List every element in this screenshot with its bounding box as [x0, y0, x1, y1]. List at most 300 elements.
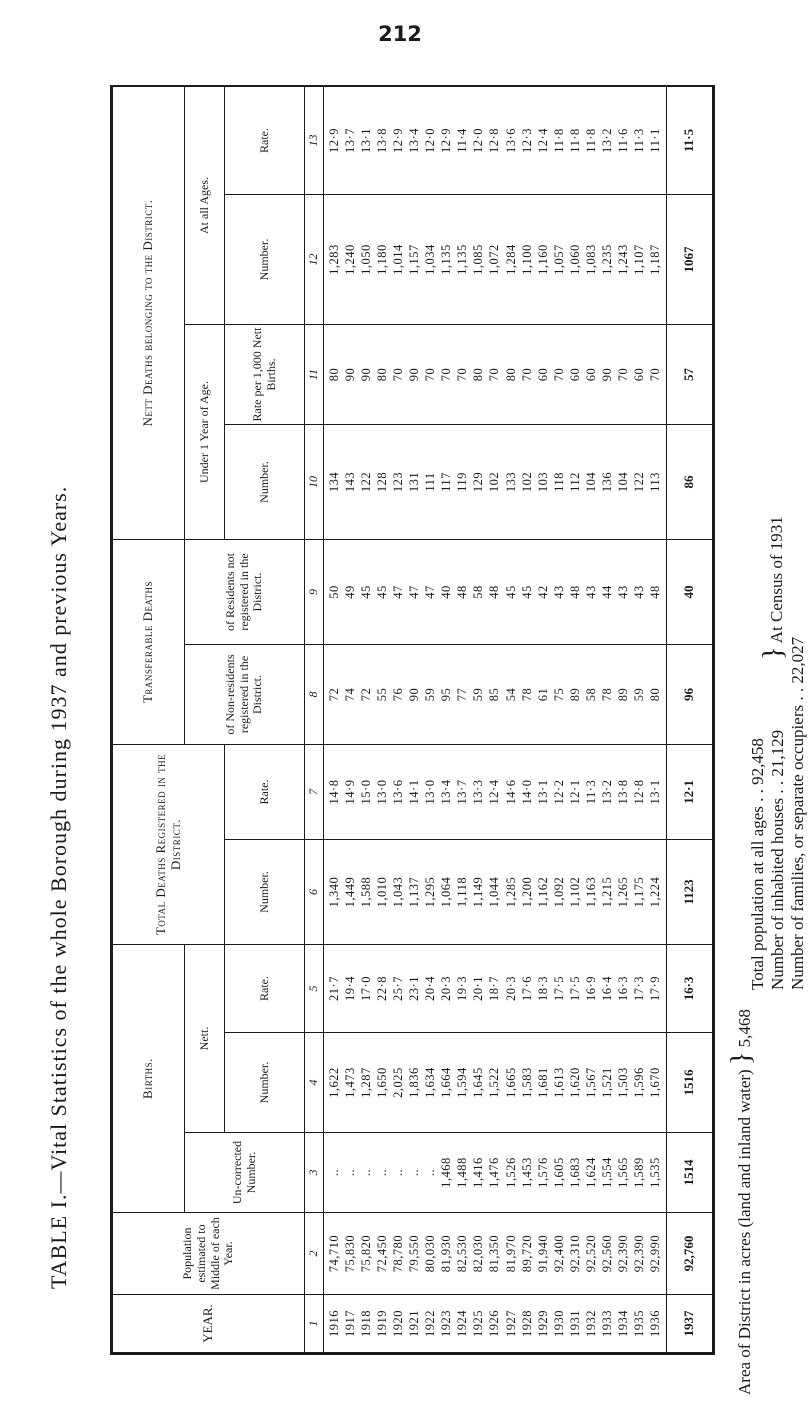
table-cell-value: 1,589 [631, 1157, 646, 1188]
table-cell-value: 1928 [519, 1310, 534, 1337]
table-cell-value: 12·9 [327, 128, 341, 153]
header-nett-deaths: Nett Deaths belonging to the District. [113, 86, 185, 539]
table-cell-value: 1920 [391, 1310, 406, 1337]
table-cell-value: 1,583 [519, 1067, 534, 1098]
cell-1937-all-ages-rate: 11·5 [666, 86, 712, 194]
table-cell-value: 1,664 [439, 1067, 454, 1098]
table-cell-value: 129 [471, 471, 486, 493]
table-cell-value: .. [423, 1168, 438, 1177]
cell-deaths-rate [324, 745, 667, 840]
table-cell-value: 80 [327, 367, 341, 382]
table-cell-value: 21·7 [327, 976, 341, 1001]
table-cell-value: 119 [455, 472, 470, 492]
area-value: 5,468 [735, 1009, 754, 1048]
table-cell-value: 92,990 [647, 1234, 662, 1273]
table-cell-value: 12·9 [439, 128, 454, 153]
statistics-grid [112, 86, 713, 1353]
table-cell-value: 1922 [423, 1310, 438, 1337]
table-cell-value: 70 [487, 367, 502, 382]
table-cell-value: 1,449 [343, 876, 358, 908]
cell-1937-deaths-rate: 12·1 [666, 745, 712, 840]
table-cell-value: 1,243 [615, 244, 630, 275]
table-cell-value: 89,720 [519, 1234, 534, 1273]
table-cell-value: 90 [359, 367, 374, 382]
table-cell-value: 1,522 [487, 1067, 502, 1098]
table-cell-value: 1,622 [327, 1067, 341, 1098]
table-cell-value: 11·6 [615, 128, 630, 153]
table-cell-value: 13·1 [359, 128, 374, 153]
table-cell-value: 1,137 [407, 876, 422, 908]
table-cell-value: 12·4 [535, 128, 550, 153]
header-under1-number: Number. [225, 425, 305, 540]
table-cell-value: 1,588 [359, 876, 374, 908]
table-cell-value: 75 [551, 687, 566, 702]
column-number: 2 [305, 1213, 324, 1295]
table-cell-value: 43 [583, 585, 598, 599]
table-cell-value: 131 [407, 471, 422, 493]
table-cell-value: 14·1 [407, 779, 422, 805]
table-cell-value: 23·1 [407, 976, 422, 1001]
census-line-2: Number of inhabited houses . . 21,129 [768, 729, 787, 990]
cell-nett-births-rate [324, 945, 667, 1033]
cell-1937-nett-rate: 16·3 [666, 945, 712, 1033]
table-cell-value: 1,180 [375, 244, 390, 275]
table-cell-value: 70 [615, 367, 630, 382]
table-cell-value: 54 [503, 687, 518, 702]
table-cell-value: 118 [551, 472, 566, 492]
table-cell-value: 1,064 [439, 876, 454, 908]
table-cell-value: 123 [391, 471, 406, 493]
table-cell-value: 1,503 [615, 1067, 630, 1098]
table-cell-value: 47 [407, 585, 422, 599]
table-cell-value: 1,645 [471, 1067, 486, 1098]
cell-years [324, 1295, 667, 1353]
table-cell-value: 20·3 [439, 976, 454, 1001]
table-cell-value: 133 [503, 471, 518, 493]
table-cell-value: 1,605 [551, 1157, 566, 1188]
table-cell-value: 1924 [455, 1310, 470, 1337]
table-cell-value: 1,681 [535, 1067, 550, 1098]
table-cell-value: 117 [439, 472, 454, 492]
table-cell-value: 1,034 [423, 244, 438, 275]
table-cell-value: 13·6 [391, 779, 406, 805]
census-label: Total population at all ages [748, 806, 767, 990]
table-cell-value: 1921 [407, 1310, 422, 1337]
bracket-icon: } [726, 1051, 757, 1066]
table-cell-value: 13·1 [535, 779, 550, 805]
table-cell-value: 79,550 [407, 1234, 422, 1273]
table-cell-value: 1,010 [375, 876, 390, 908]
table-cell-value: 12·9 [391, 128, 406, 153]
table-cell-value: 13·8 [375, 128, 390, 153]
table-cell-value: 81,930 [439, 1234, 454, 1273]
table-cell-value: 1,100 [519, 244, 534, 275]
table-cell-value: 43 [551, 585, 566, 599]
table-cell-value: 90 [407, 687, 422, 702]
table-cell-value: 1,613 [551, 1067, 566, 1098]
table-cell-value: 81,350 [487, 1234, 502, 1273]
table-cell-value: 40 [439, 585, 454, 599]
table-cell-value: 13·7 [343, 128, 358, 153]
table-cell-value: 11·3 [631, 128, 646, 153]
table-cell-value: 11·8 [551, 128, 566, 153]
table-cell-value: 1,624 [583, 1157, 598, 1188]
cell-nett-births-number [324, 1033, 667, 1133]
table-cell-value: 1,634 [423, 1067, 438, 1098]
table-cell-value: 48 [647, 585, 662, 599]
table-cell-value: 136 [599, 471, 614, 493]
table-cell-value: 12·1 [567, 779, 582, 805]
table-cell-value: 19·4 [343, 976, 358, 1001]
table-cell-value: 1,163 [583, 876, 598, 908]
header-allages-number: Number. [225, 195, 305, 325]
table-cell-value: 13·2 [599, 128, 614, 153]
table-cell-value: 72 [327, 687, 341, 702]
table-cell-value: 17·5 [551, 976, 566, 1001]
bracket-icon: } [758, 646, 789, 660]
table-cell-value: 1,157 [407, 244, 422, 275]
table-cell-value: 70 [439, 367, 454, 382]
table-cell-value: 16·4 [599, 976, 614, 1001]
table-cell-value: 12·4 [487, 779, 502, 805]
table-cell-value: 1,102 [567, 876, 582, 908]
table-cell-value: 1,044 [487, 876, 502, 908]
table-cell-value: 1931 [567, 1310, 582, 1337]
table-cell-value: 1,187 [647, 244, 662, 275]
table-cell-value: 77 [455, 687, 470, 702]
table-cell-value: 92,560 [599, 1234, 614, 1273]
table-cell-value: 1,476 [487, 1157, 502, 1188]
table-cell-value: 1929 [535, 1310, 550, 1337]
table-cell-value: 1,620 [567, 1067, 582, 1098]
table-cell-value: 59 [471, 687, 486, 702]
table-cell-value: 25·7 [391, 976, 406, 1001]
table-cell-value: 1,043 [391, 876, 406, 908]
table-cell-value: 44 [599, 585, 614, 599]
table-cell-value: 17·9 [647, 976, 662, 1001]
table-cell-value: 1916 [327, 1310, 341, 1337]
table-cell-value: 1919 [375, 1310, 390, 1337]
table-cell-value: 1,135 [439, 244, 454, 275]
table-cell-value: 1,295 [423, 876, 438, 908]
table-cell-value: 15·0 [359, 779, 374, 805]
table-cell-value: 1,285 [503, 876, 518, 908]
table-cell-value: 45 [359, 585, 374, 599]
table-cell-value: 17·6 [519, 976, 534, 1001]
table-cell-value: 75,820 [359, 1234, 374, 1273]
column-number: 12 [305, 195, 324, 325]
table-cell-value: .. [375, 1168, 390, 1177]
table-cell-value: 43 [615, 585, 630, 599]
table-title-text: TABLE I.—Vital Statistics of the whole Borough during 1937 and previous Years. [46, 485, 71, 1289]
table-cell-value: 81,970 [503, 1234, 518, 1273]
table-cell-value: 143 [343, 471, 358, 493]
table-cell-value: 13·7 [455, 779, 470, 805]
table-cell-value: 14·0 [519, 779, 534, 805]
table-cell-value: 90 [343, 367, 358, 382]
table-cell-value: 70 [455, 367, 470, 382]
table-cell-value: 78,780 [391, 1234, 406, 1273]
table-cell-value: 48 [487, 585, 502, 599]
column-number: 9 [305, 540, 324, 645]
table-cell-value: 89 [567, 687, 582, 702]
table-cell-value: 1,836 [407, 1067, 422, 1098]
census-label: Number of families, or separate occupiers [788, 704, 807, 990]
table-cell-value: 72,450 [375, 1234, 390, 1273]
table-cell-value: 13·6 [503, 128, 518, 153]
table-cell-value: 13·4 [439, 779, 454, 805]
cell-1937-under1-rate: 57 [666, 325, 712, 425]
table-cell-value: 58 [471, 585, 486, 599]
header-population: Population estimated to Middle of each Year. [113, 1213, 305, 1295]
cell-deaths-number [324, 840, 667, 945]
table-cell-value: 76 [391, 687, 406, 702]
census-label: Number of inhabited houses [768, 797, 787, 990]
table-cell-value: 92,400 [551, 1234, 566, 1273]
column-number: 6 [305, 840, 324, 945]
table-cell-value: 17·0 [359, 976, 374, 1001]
census-line-1: Total population at all ages . . 92,458 [748, 738, 767, 990]
table-cell-value: 1936 [647, 1310, 662, 1337]
census-line-3: Number of families, or separate occupiers . . 22,027 [788, 636, 807, 990]
cell-uncorrected-births [324, 1133, 667, 1213]
table-cell-value: 128 [375, 471, 390, 493]
table-cell-value: 17·3 [631, 976, 646, 1001]
header-nett-births: Nett. [185, 945, 225, 1133]
table-cell-value: 19·3 [455, 976, 470, 1001]
table-cell-value: 1,085 [471, 244, 486, 275]
table-cell-value: 70 [551, 367, 566, 382]
column-number: 1 [305, 1295, 324, 1353]
table-cell-value: 80 [375, 367, 390, 382]
table-cell-value: 58 [583, 687, 598, 702]
table-cell-value: 1926 [487, 1310, 502, 1337]
table-cell-value: 78 [519, 687, 534, 702]
cell-under1-number [324, 425, 667, 540]
table-cell-value: 70 [519, 367, 534, 382]
table-cell-value: 80 [503, 367, 518, 382]
table-cell-value: 134 [327, 471, 341, 493]
table-cell-value: 90 [407, 367, 422, 382]
cell-1937-nett-number: 1516 [666, 1033, 712, 1133]
table-cell-value: 89 [615, 687, 630, 702]
table-cell-value: 1,235 [599, 244, 614, 275]
table-cell-value: 1933 [599, 1310, 614, 1337]
table-cell-value: 13·3 [471, 779, 486, 805]
header-births: Births. [113, 945, 185, 1213]
table-cell-value: 112 [567, 472, 582, 492]
table-cell-value: 75,830 [343, 1234, 358, 1273]
cell-population [324, 1213, 667, 1295]
census-value: 21,129 [768, 729, 787, 777]
header-uncorrected-number: Un-corrected Number. [185, 1133, 305, 1213]
cell-1937-under1-number: 86 [666, 425, 712, 540]
column-number: 4 [305, 1033, 324, 1133]
table-cell-value: 45 [519, 585, 534, 599]
header-births-rate: Rate. [225, 945, 305, 1033]
rotated-table-body [112, 87, 713, 1353]
table-cell-value: 1,596 [631, 1067, 646, 1098]
table-cell-value: 1,224 [647, 876, 662, 908]
table-cell-value: 1932 [583, 1310, 598, 1337]
table-cell-value: 1918 [359, 1310, 374, 1337]
table-cell-value: 1,650 [375, 1067, 390, 1098]
table-cell-value: 1,535 [647, 1157, 662, 1188]
table-cell-value: 45 [503, 585, 518, 599]
header-allages-rate: Rate. [225, 86, 305, 194]
column-number: 8 [305, 645, 324, 745]
header-transferable-deaths: Transferable Deaths [113, 540, 185, 745]
table-cell-value: 1,283 [327, 244, 341, 275]
cell-1937-all-ages-number: 1067 [666, 195, 712, 325]
table-cell-value: 47 [423, 585, 438, 599]
header-total-deaths: Total Deaths Registered in the District. [113, 745, 225, 945]
table-cell-value: 74,710 [327, 1234, 341, 1273]
table-cell-value: .. [359, 1168, 374, 1177]
table-cell-value: 42 [535, 585, 550, 599]
table-cell-value: 104 [583, 471, 598, 493]
table-cell-value: 59 [631, 687, 646, 702]
table-cell-value: 50 [327, 585, 341, 599]
table-cell-value: 1,670 [647, 1067, 662, 1098]
table-cell-value: 1,594 [455, 1067, 470, 1098]
table-cell-value: 1,083 [583, 244, 598, 275]
column-number: 10 [305, 425, 324, 540]
table-cell-value: 1,135 [455, 244, 470, 275]
table-cell-value: 13·0 [423, 779, 438, 805]
table-cell-value: 1,160 [535, 244, 550, 275]
cell-1937-deaths-number: 1123 [666, 840, 712, 945]
table-cell-value: 80 [471, 367, 486, 382]
cell-non-residents [324, 645, 667, 745]
table-cell-value: 1,473 [343, 1067, 358, 1098]
table-cell-value: 48 [455, 585, 470, 599]
table-cell-value: 16·3 [615, 976, 630, 1001]
table-cell-value: 1,240 [343, 244, 358, 275]
cell-1937-year: 1937 [666, 1295, 712, 1353]
table-cell-value: 55 [375, 687, 390, 702]
cell-all-ages-rate [324, 86, 667, 194]
table-cell-value: 82,530 [455, 1234, 470, 1273]
table-cell-value: 74 [343, 687, 358, 702]
table-cell-value: 12·8 [631, 779, 646, 805]
census-caption [758, 516, 790, 660]
table-cell-value: 1930 [551, 1310, 566, 1337]
table-cell-value: 13·0 [375, 779, 390, 805]
table-cell-value: 1934 [615, 1310, 630, 1337]
table-cell-value: 1,416 [471, 1157, 486, 1188]
table-cell-value: 18·3 [535, 976, 550, 1001]
table-cell-value: 60 [567, 367, 582, 382]
table-cell-value: 20·4 [423, 976, 438, 1001]
cell-1937-non-residents: 96 [666, 645, 712, 745]
table-cell-value: 14·9 [343, 779, 358, 805]
header-deaths-rate: Rate. [225, 745, 305, 840]
table-cell-value: .. [391, 1168, 406, 1177]
cell-1937-residents-not: 40 [666, 540, 712, 645]
table-cell-value: 1,118 [455, 876, 470, 908]
cell-all-ages-number [324, 195, 667, 325]
table-cell-value: 1,665 [503, 1067, 518, 1098]
table-cell-value: 91,940 [535, 1234, 550, 1273]
header-year: YEAR. [113, 1295, 305, 1353]
table-cell-value: 104 [615, 471, 630, 493]
table-cell-value: 1,453 [519, 1157, 534, 1188]
column-number: 5 [305, 945, 324, 1033]
table-cell-value: 20·1 [471, 976, 486, 1001]
column-number: 7 [305, 745, 324, 840]
table-cell-value: 1,149 [471, 876, 486, 908]
table-cell-value: 92,390 [631, 1234, 646, 1273]
table-cell-value: 1,215 [599, 876, 614, 908]
table-cell-value: 22·8 [375, 976, 390, 1001]
table-cell-value: 45 [375, 585, 390, 599]
table-cell-value: 1,284 [503, 244, 518, 275]
table-cell-value: 1927 [503, 1310, 518, 1337]
column-number: 3 [305, 1133, 324, 1213]
table-cell-value: 1,340 [327, 876, 341, 908]
table-cell-value: 60 [583, 367, 598, 382]
header-under1-rate: Rate per 1,000 Nett Births. [225, 325, 305, 425]
table-cell-value: 60 [535, 367, 550, 382]
table-cell-value: 80,030 [423, 1234, 438, 1273]
table-cell-value: 1917 [343, 1310, 358, 1337]
footer-notes [722, 516, 807, 1395]
table-cell-value: 61 [535, 687, 550, 702]
table-cell-value: 13·8 [615, 779, 630, 805]
table-cell-value: 49 [343, 585, 358, 599]
table-cell-value: 70 [647, 367, 662, 382]
table-cell-value: 48 [567, 585, 582, 599]
table-cell-value: .. [407, 1168, 422, 1177]
table-cell-value: 1,060 [567, 244, 582, 275]
header-residents-not-registered: of Residents not registered in the District. [185, 540, 305, 645]
cell-residents-not [324, 540, 667, 645]
table-cell-value: 1,488 [455, 1157, 470, 1188]
area-note [726, 1009, 758, 1395]
table-cell-value: 12·3 [519, 128, 534, 153]
table-cell-value: 122 [631, 471, 646, 493]
table-cell-value: 1,072 [487, 244, 502, 275]
table-cell-value: 1,554 [599, 1157, 614, 1188]
table-cell-value: 20·3 [503, 976, 518, 1001]
cell-1937-uncorrected: 1514 [666, 1133, 712, 1213]
column-number-row [305, 86, 324, 1352]
table-cell-value: 1,683 [567, 1157, 582, 1188]
table-cell-value: 1,162 [535, 876, 550, 908]
column-number: 13 [305, 86, 324, 194]
table-title [26, 40, 71, 1300]
table-cell-value: 1,014 [391, 244, 406, 275]
table-cell-value: 111 [423, 472, 438, 492]
table-cell-value: 1,057 [551, 244, 566, 275]
table-cell-value: 11·4 [455, 128, 470, 153]
table-cell-value: 12·0 [471, 128, 486, 153]
table-cell-value: 78 [599, 687, 614, 702]
table-cell-value: 1,200 [519, 876, 534, 908]
table-cell-value: 92,520 [583, 1234, 598, 1273]
table-cell-value: 70 [391, 367, 406, 382]
table-cell-value: 14·6 [503, 779, 518, 805]
cell-1937-population: 92,760 [666, 1213, 712, 1295]
table-cell-value: 1,287 [359, 1067, 374, 1098]
table-cell-value: 70 [423, 367, 438, 382]
cell-under1-rate [324, 325, 667, 425]
table-cell-value: 82,030 [471, 1234, 486, 1273]
header-under-1-year: Under 1 Year of Age. [185, 325, 225, 540]
header-all-ages: At all Ages. [185, 86, 225, 324]
census-caption-text: At Census of 1931 [767, 516, 786, 644]
